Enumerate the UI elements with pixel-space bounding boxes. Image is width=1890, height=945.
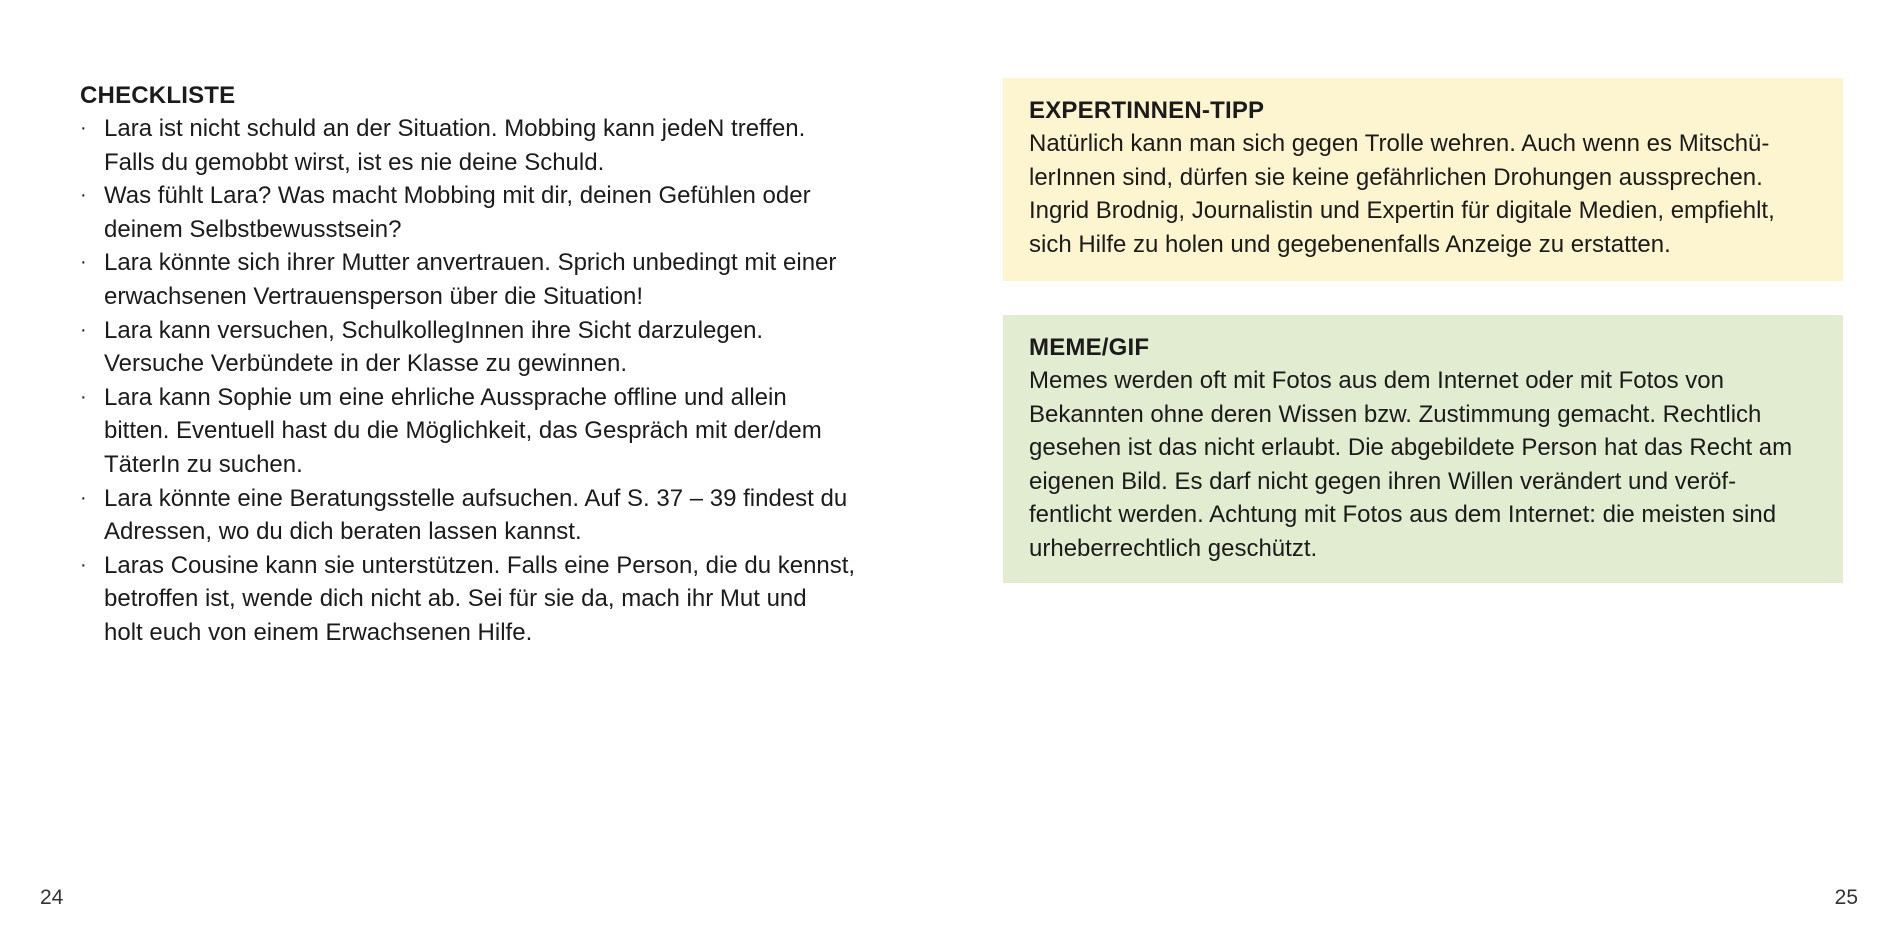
- checklist-item-line: bitten. Eventuell hast du die Möglichkeit, das Gespräch mit der/dem: [104, 417, 822, 445]
- expert-tip-line: sich Hilfe zu holen und gegebenenfalls Anzeige zu erstatten.: [1029, 230, 1671, 258]
- page-number-right: 25: [1834, 886, 1858, 909]
- expert-tip-line: Natürlich kann man sich gegen Trolle wehren. Auch wenn es Mitschü-: [1029, 130, 1770, 157]
- meme-gif-line: eigenen Bild. Es darf nicht gegen ihren Willen verändert und veröf-: [1029, 467, 1737, 495]
- checklist-item: [80, 549, 880, 650]
- checklist-item-line: holt euch von einem Erwachsenen Hilfe.: [104, 618, 533, 646]
- checklist-item: [80, 314, 880, 381]
- bullet-icon: ·: [80, 184, 87, 207]
- expert-tip-heading: EXPERTINNEN-TIPP: [1029, 97, 1265, 124]
- expert-tip-box: [1003, 78, 1843, 281]
- checklist-item: [80, 381, 880, 482]
- meme-gif-line: fentlicht werden. Achtung mit Fotos aus dem Internet: die meisten sind: [1029, 501, 1777, 529]
- checklist-item-line: Versuche Verbündete in der Klasse zu gewinnen.: [104, 350, 628, 378]
- checklist-item-line: Laras Cousine kann sie unterstützen. Falls eine Person, die du kennst,: [104, 551, 856, 579]
- checklist-item-line: Lara kann versuchen, SchulkollegInnen ihre Sicht darzulegen.: [104, 316, 764, 344]
- checklist-item-line: erwachsenen Vertrauensperson über die Situation!: [104, 282, 644, 310]
- meme-gif-line: gesehen ist das nicht erlaubt. Die abgebildete Person hat das Recht am: [1029, 434, 1793, 462]
- checklist-item: [80, 179, 880, 246]
- bullet-icon: ·: [80, 318, 87, 341]
- bullet-icon: ·: [80, 553, 87, 576]
- page-number-left: 24: [40, 886, 64, 909]
- checklist-item-line: Lara kann Sophie um eine ehrliche Aussprache offline und allein: [104, 383, 787, 411]
- checklist-heading: CHECKLISTE: [80, 82, 236, 109]
- checklist-item-line: Was fühlt Lara? Was macht Mobbing mit dir, deinen Gefühlen oder: [104, 182, 811, 210]
- checklist-item-line: Lara ist nicht schuld an der Situation. Mobbing kann jedeN treffen.: [104, 115, 806, 142]
- checklist-item-line: betroffen ist, wende dich nicht ab. Sei für sie da, mach ihr Mut und: [104, 585, 807, 613]
- checklist-item-line: Lara könnte sich ihrer Mutter anvertrauen. Sprich unbedingt mit einer: [104, 249, 837, 277]
- meme-gif-line: Bekannten ohne deren Wissen bzw. Zustimmung gemacht. Rechtlich: [1029, 400, 1762, 428]
- bullet-icon: ·: [80, 251, 87, 274]
- checklist-section: [80, 79, 880, 650]
- meme-gif-line: urheberrechtlich geschützt.: [1029, 534, 1318, 562]
- checklist-item: [80, 246, 880, 313]
- expert-tip-line: Ingrid Brodnig, Journalistin und Expertin für digitale Medien, empfiehlt,: [1029, 197, 1775, 225]
- bullet-icon: ·: [80, 486, 87, 509]
- checklist-item-line: deinem Selbstbewusstsein?: [104, 215, 402, 243]
- checklist-item-line: TäterIn zu suchen.: [104, 450, 303, 478]
- checklist-item: [80, 112, 880, 179]
- bullet-icon: ·: [80, 385, 87, 408]
- bullet-icon: ·: [80, 117, 87, 139]
- expert-tip-line: lerInnen sind, dürfen sie keine gefährlichen Drohungen aussprechen.: [1029, 163, 1763, 191]
- meme-gif-body: [1029, 364, 1821, 566]
- meme-gif-box: [1003, 315, 1843, 583]
- checklist-item-line: Adressen, wo du dich beraten lassen kannst.: [104, 518, 582, 546]
- meme-gif-heading: MEME/GIF: [1029, 334, 1150, 361]
- expert-tip-body: [1029, 127, 1821, 261]
- checklist-item: [80, 482, 880, 549]
- meme-gif-line: Memes werden oft mit Fotos aus dem Internet oder mit Fotos von: [1029, 367, 1724, 394]
- checklist-list: [80, 112, 880, 650]
- checklist-item-line: Lara könnte eine Beratungsstelle aufsuchen. Auf S. 37 – 39 findest du: [104, 484, 848, 512]
- checklist-item-line: Falls du gemobbt wirst, ist es nie deine Schuld.: [104, 148, 605, 176]
